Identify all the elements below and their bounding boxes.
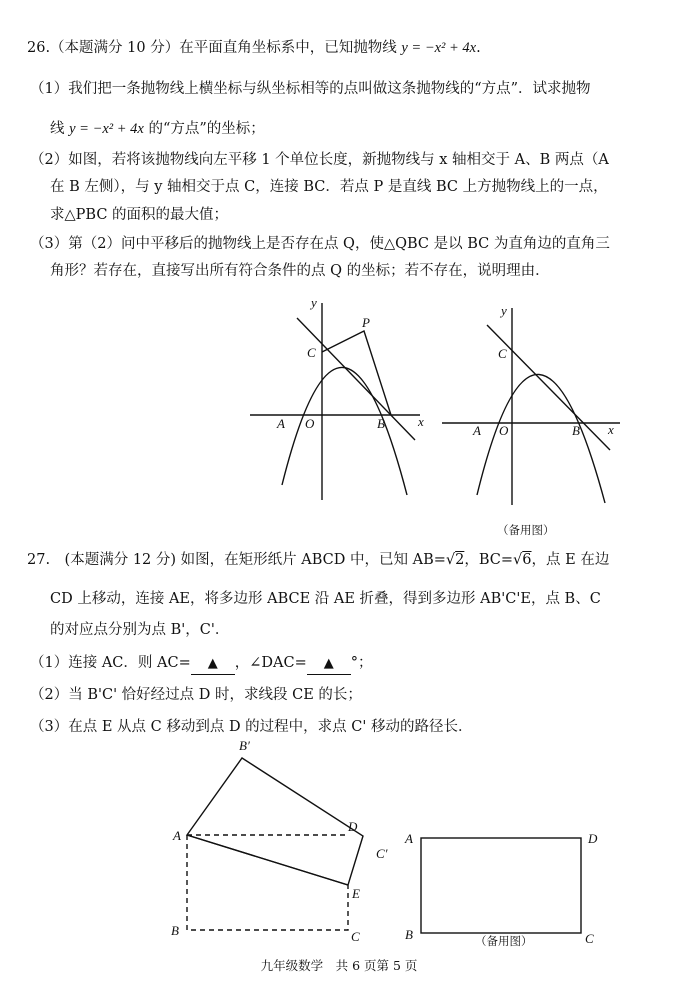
label-c-2: C xyxy=(498,346,507,361)
q27-part3: （3）在点 E 从点 C 移动到点 D 的过程中，求点 C' 移动的路径长． xyxy=(30,719,473,735)
sqrt-bc: √6 xyxy=(513,552,532,568)
label-o-2: O xyxy=(499,423,509,438)
q27-line2: CD 上移动，连接 AE，将多边形 ABCE 沿 AE 折叠，得到多边形 AB'C'E，点 B、C xyxy=(50,591,601,607)
label-d: D xyxy=(348,819,358,834)
q27-backup-caption: （备用图） xyxy=(475,934,533,948)
rect-abcd xyxy=(421,838,581,933)
q26-part1-line2: 线 y = −x² + 4x 的“方点”的坐标； xyxy=(50,121,265,137)
label-c-2: C xyxy=(585,931,594,946)
label-a-2: A xyxy=(473,423,481,438)
label-c-prime: C′ xyxy=(376,846,388,861)
q27-part1: （1）连接 AC．则 AC= ▲ ，∠DAC= ▲ °； xyxy=(30,653,372,675)
label-c: C xyxy=(351,929,360,944)
q26-backup-caption: （备用图） xyxy=(497,523,555,537)
q27-figure-backup xyxy=(400,825,610,950)
line-bc xyxy=(297,318,415,440)
answer-blank-dac: ▲ xyxy=(307,654,351,675)
label-a: A xyxy=(277,416,285,431)
q26-part2-line3: 求△PBC 的面积的最大值； xyxy=(50,207,229,223)
q26-part3-line1: （3）第（2）问中平移后的抛物线上是否存在点 Q，使△QBC 是以 BC 为直角边的直角三 xyxy=(30,236,610,252)
original-rect-dashed xyxy=(187,835,348,930)
q27-line3: 的对应点分别为点 B'，C'． xyxy=(50,622,230,638)
label-d-2: D xyxy=(588,831,598,846)
q26-part1-line1: （1）我们把一条抛物线上横坐标与纵坐标相等的点叫做这条抛物线的“方点”．试求抛物 xyxy=(30,81,591,97)
answer-blank-ac: ▲ xyxy=(191,654,235,675)
label-b-prime: B′ xyxy=(239,738,250,753)
triangle-pbc xyxy=(322,331,391,415)
page-footer: 九年级数学 共 6 页第 5 页 xyxy=(260,958,418,973)
label-o: O xyxy=(305,416,315,431)
q27-figure-main xyxy=(165,735,400,950)
label-x-2: x xyxy=(608,422,614,437)
q26-equation: y = −x² + 4x xyxy=(401,40,477,56)
parabola-2 xyxy=(477,374,605,503)
q27-header: 27. (本题满分 12 分) 如图，在矩形纸片 ABCD 中，已知 AB=√2，BC=√6，点 E 在边 xyxy=(27,552,610,568)
parabola xyxy=(282,367,407,495)
label-b: B xyxy=(377,416,385,431)
fold-line-ae xyxy=(187,835,348,885)
q26-part3-line2: 角形？若存在，直接写出所有符合条件的点 Q 的坐标；若不存在，说明理由． xyxy=(50,263,550,279)
label-b-2: B xyxy=(572,423,580,438)
label-b-2: B xyxy=(405,927,413,942)
q27-part2: （2）当 B'C' 恰好经过点 D 时，求线段 CE 的长； xyxy=(30,687,362,703)
q26-figure-main xyxy=(245,295,435,510)
label-p: P xyxy=(362,315,370,330)
label-y-2: y xyxy=(501,303,507,318)
q26-part2-line2: 在 B 左侧），与 y 轴相交于点 C，连接 BC．若点 P 是直线 BC 上方抛物线上的一点， xyxy=(50,179,608,195)
label-x: x xyxy=(418,414,424,429)
q26-part2-line1: （2）如图，若将该抛物线向左平移 1 个单位长度，新抛物线与 x 轴相交于 A、B 两点（A xyxy=(30,152,609,168)
label-y: y xyxy=(311,295,317,310)
q26-equation-2: y = −x² + 4x xyxy=(69,121,144,137)
folded-polygon xyxy=(187,758,363,885)
label-a: A xyxy=(173,828,181,843)
q26-figure-backup xyxy=(440,300,630,540)
sqrt-ab: √2 xyxy=(445,552,465,568)
label-c: C xyxy=(307,345,316,360)
label-b: B xyxy=(171,923,179,938)
q26-header: 26.（本题满分 10 分）在平面直角坐标系中，已知抛物线 y = −x² + 4x. xyxy=(27,40,481,56)
label-a-2: A xyxy=(405,831,413,846)
label-e: E xyxy=(352,886,360,901)
